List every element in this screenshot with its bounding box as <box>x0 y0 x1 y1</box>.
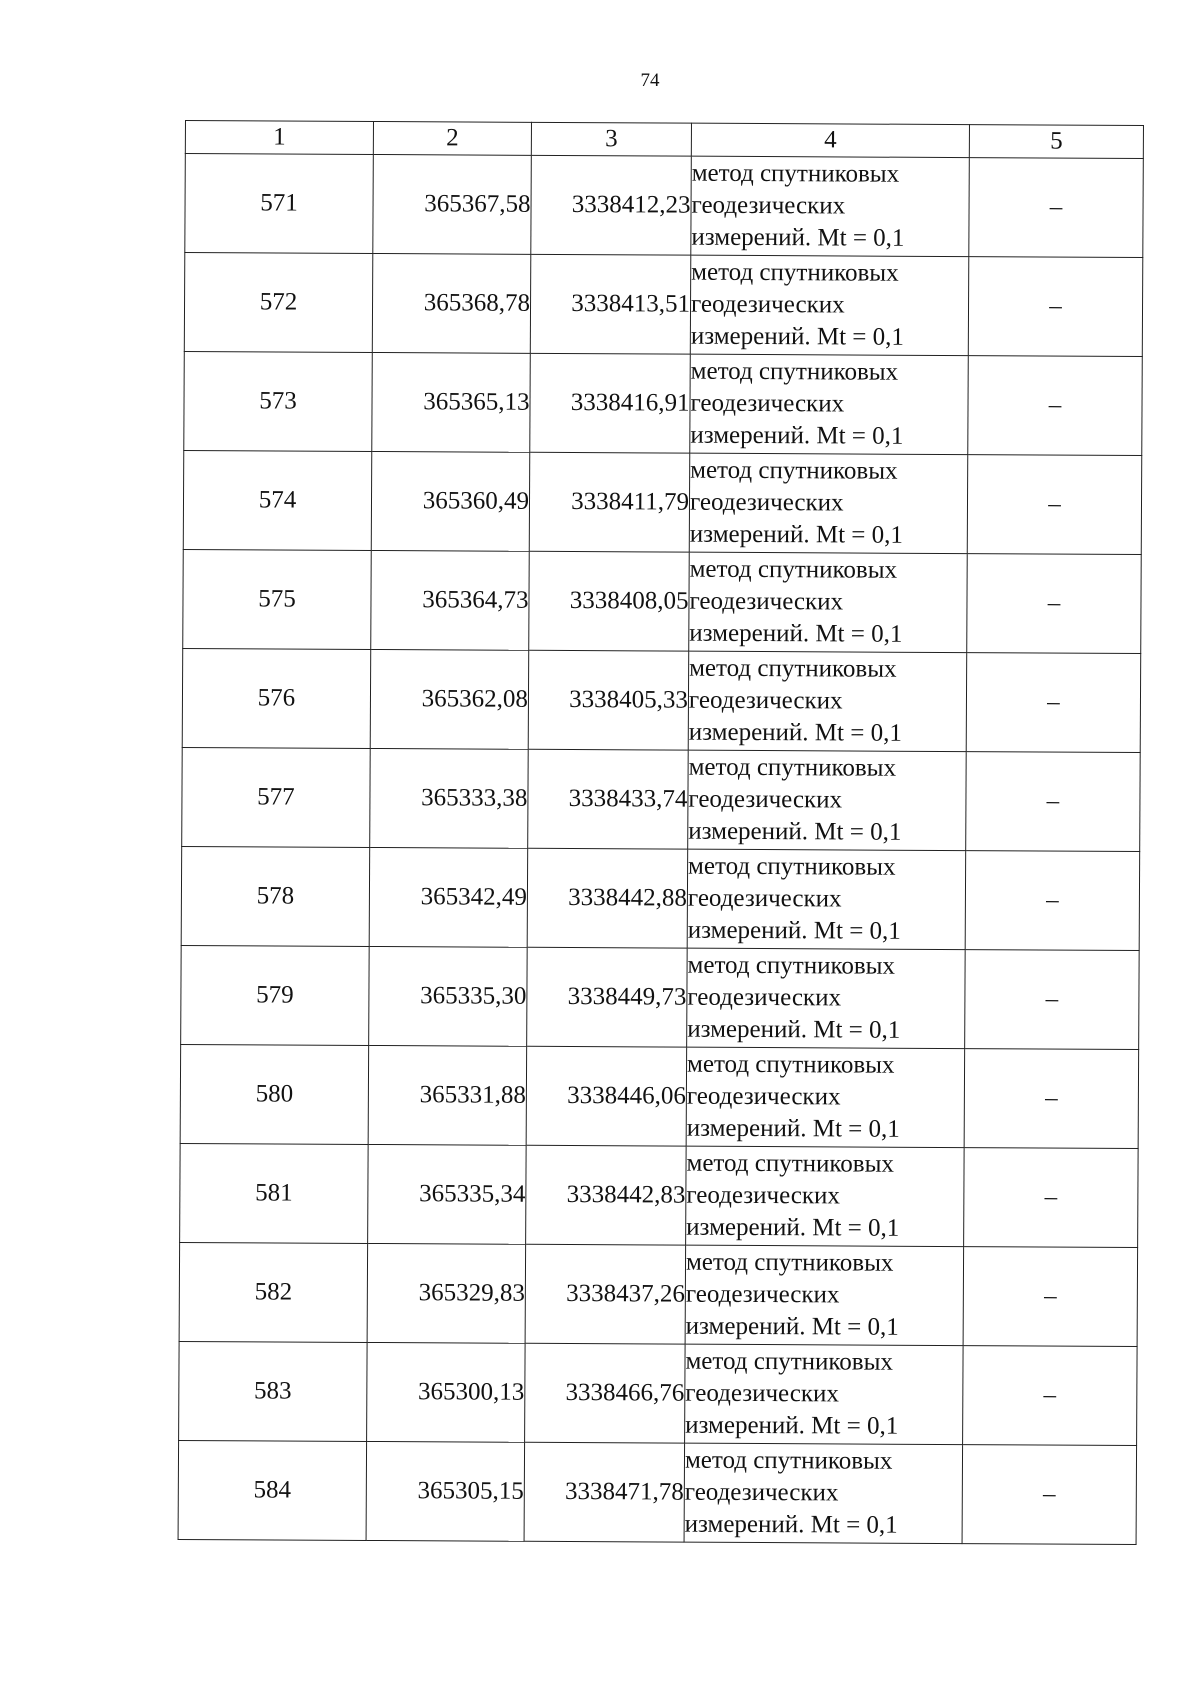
method-line: метод спутниковых <box>688 852 896 881</box>
note-cell: – <box>968 257 1143 357</box>
table-row <box>179 1242 1138 1346</box>
method-line: геодезических <box>691 191 846 220</box>
y-coordinate-cell: 3338416,91 <box>530 353 691 453</box>
method-cell <box>690 354 969 454</box>
y-coordinate-cell: 3338442,88 <box>527 848 688 948</box>
note-cell: – <box>965 950 1140 1050</box>
table-row <box>182 648 1141 752</box>
method-cell <box>688 750 967 850</box>
method-line: метод спутниковых <box>689 654 897 683</box>
method-cell <box>689 552 968 652</box>
y-coordinate-cell: 3338433,74 <box>528 749 689 849</box>
column-header-4: 4 <box>691 123 969 157</box>
method-line: измерений. Mt = 0,1 <box>686 1213 900 1242</box>
column-header-3: 3 <box>531 122 691 156</box>
method-line: метод спутниковых <box>686 1149 895 1178</box>
method-line: метод спутниковых <box>691 159 900 188</box>
method-cell <box>685 1344 964 1444</box>
note-cell: – <box>964 1049 1139 1149</box>
method-line: метод спутниковых <box>685 1347 893 1376</box>
x-coordinate-cell: 365360,49 <box>371 451 530 551</box>
method-line: геодезических <box>688 785 843 814</box>
x-coordinate-cell: 365365,13 <box>372 352 531 452</box>
y-coordinate-cell: 3338466,76 <box>525 1343 686 1443</box>
note-cell: – <box>966 653 1141 753</box>
point-number-cell: 578 <box>181 846 370 946</box>
method-cell <box>684 1443 963 1543</box>
method-line: метод спутниковых <box>686 1050 895 1079</box>
method-line: измерений. Mt = 0,1 <box>684 1510 898 1539</box>
point-number-cell: 571 <box>185 154 374 254</box>
method-line: геодезических <box>685 1379 840 1408</box>
column-header-1: 1 <box>185 121 373 155</box>
note-cell: – <box>967 554 1142 654</box>
table-row <box>183 450 1142 554</box>
method-line: измерений. Mt = 0,1 <box>688 718 902 747</box>
method-line: измерений. Mt = 0,1 <box>690 322 905 351</box>
method-cell <box>687 849 966 949</box>
method-line: измерений. Mt = 0,1 <box>690 421 904 450</box>
method-line: геодезических <box>687 884 842 913</box>
method-line: геодезических <box>685 1280 840 1309</box>
x-coordinate-cell: 365367,58 <box>373 154 532 254</box>
note-cell: – <box>967 455 1142 555</box>
point-number-cell: 581 <box>180 1143 369 1243</box>
note-cell: – <box>965 851 1140 951</box>
method-line: геодезических <box>687 983 842 1012</box>
method-line: измерений. Mt = 0,1 <box>687 1015 901 1044</box>
method-line: метод спутниковых <box>688 753 897 782</box>
y-coordinate-cell: 3338411,79 <box>529 452 690 552</box>
point-number-cell: 572 <box>184 253 373 353</box>
note-cell: – <box>962 1445 1137 1545</box>
x-coordinate-cell: 365333,38 <box>370 748 529 848</box>
method-cell <box>690 255 969 355</box>
table-row <box>178 1440 1137 1544</box>
x-coordinate-cell: 365331,88 <box>368 1045 527 1145</box>
method-line: метод спутниковых <box>684 1446 893 1475</box>
y-coordinate-cell: 3338437,26 <box>525 1244 686 1344</box>
point-number-cell: 583 <box>179 1341 368 1441</box>
method-line: геодезических <box>689 488 844 517</box>
table-row <box>183 549 1142 653</box>
method-cell <box>689 453 968 553</box>
method-line: метод спутниковых <box>690 357 899 386</box>
x-coordinate-cell: 365300,13 <box>367 1342 526 1442</box>
x-coordinate-cell: 365329,83 <box>367 1243 526 1343</box>
method-line: измерений. Mt = 0,1 <box>687 916 901 945</box>
method-cell <box>687 948 966 1048</box>
y-coordinate-cell: 3338408,05 <box>529 551 690 651</box>
method-line: измерений. Mt = 0,1 <box>689 520 903 549</box>
point-number-cell: 575 <box>183 549 372 649</box>
table-row <box>184 253 1143 357</box>
method-line: измерений. Mt = 0,1 <box>685 1411 899 1440</box>
method-cell <box>685 1245 964 1345</box>
method-line: метод спутниковых <box>687 951 896 980</box>
note-cell: – <box>964 1148 1139 1248</box>
point-number-cell: 579 <box>181 945 370 1045</box>
table-row <box>180 1044 1139 1148</box>
method-cell <box>688 651 967 751</box>
method-cell <box>691 156 970 256</box>
x-coordinate-cell: 365335,30 <box>369 946 528 1046</box>
y-coordinate-cell: 3338442,83 <box>526 1145 687 1245</box>
page-number: 74 <box>640 70 660 91</box>
note-cell: – <box>963 1346 1138 1446</box>
point-number-cell: 573 <box>184 351 373 451</box>
method-line: измерений. Mt = 0,1 <box>685 1312 899 1341</box>
method-line: геодезических <box>688 686 843 715</box>
table-row <box>182 747 1141 851</box>
x-coordinate-cell: 365362,08 <box>370 649 529 749</box>
note-cell: – <box>963 1247 1138 1347</box>
y-coordinate-cell: 3338449,73 <box>527 947 688 1047</box>
point-number-cell: 580 <box>180 1044 369 1144</box>
method-line: геодезических <box>686 1181 841 1210</box>
column-header-5: 5 <box>969 125 1143 159</box>
method-cell <box>686 1047 965 1147</box>
method-line: метод спутниковых <box>689 555 898 584</box>
note-cell: – <box>968 356 1143 456</box>
x-coordinate-cell: 365335,34 <box>368 1144 527 1244</box>
y-coordinate-cell: 3338471,78 <box>524 1442 685 1542</box>
y-coordinate-cell: 3338446,06 <box>526 1046 687 1146</box>
method-line: измерений. Mt = 0,1 <box>686 1114 900 1143</box>
method-line: геодезических <box>690 389 845 418</box>
x-coordinate-cell: 365305,15 <box>366 1441 525 1541</box>
table-row <box>181 945 1140 1049</box>
point-number-cell: 584 <box>178 1440 367 1540</box>
method-line: геодезических <box>684 1478 839 1507</box>
method-line: геодезических <box>689 587 844 616</box>
method-cell <box>686 1146 965 1246</box>
x-coordinate-cell: 365368,78 <box>372 253 531 353</box>
y-coordinate-cell: 3338405,33 <box>528 650 689 750</box>
method-line: измерений. Mt = 0,1 <box>689 619 903 648</box>
y-coordinate-cell: 3338412,23 <box>531 155 692 255</box>
table-header-row <box>185 121 1143 159</box>
table-row <box>179 1341 1138 1445</box>
method-line: геодезических <box>686 1082 841 1111</box>
method-line: измерений. Mt = 0,1 <box>691 223 905 252</box>
point-number-cell: 576 <box>182 648 371 748</box>
y-coordinate-cell: 3338413,51 <box>530 254 691 354</box>
point-number-cell: 574 <box>183 450 372 550</box>
table-row <box>180 1143 1139 1247</box>
method-line: измерений. Mt = 0,1 <box>688 817 902 846</box>
table-row <box>181 846 1140 950</box>
method-line: метод спутниковых <box>685 1248 894 1277</box>
method-line: геодезических <box>690 290 845 319</box>
coordinates-table <box>178 120 1144 1545</box>
note-cell: – <box>969 158 1144 258</box>
note-cell: – <box>966 752 1141 852</box>
point-number-cell: 582 <box>179 1242 368 1342</box>
table-row <box>185 154 1144 258</box>
point-number-cell: 577 <box>182 747 371 847</box>
column-header-2: 2 <box>373 121 531 155</box>
x-coordinate-cell: 365342,49 <box>369 847 528 947</box>
table-row <box>184 351 1143 455</box>
table-body <box>178 154 1143 1545</box>
x-coordinate-cell: 365364,73 <box>371 550 530 650</box>
method-line: метод спутниковых <box>690 456 898 485</box>
method-line: метод спутниковых <box>691 258 899 287</box>
